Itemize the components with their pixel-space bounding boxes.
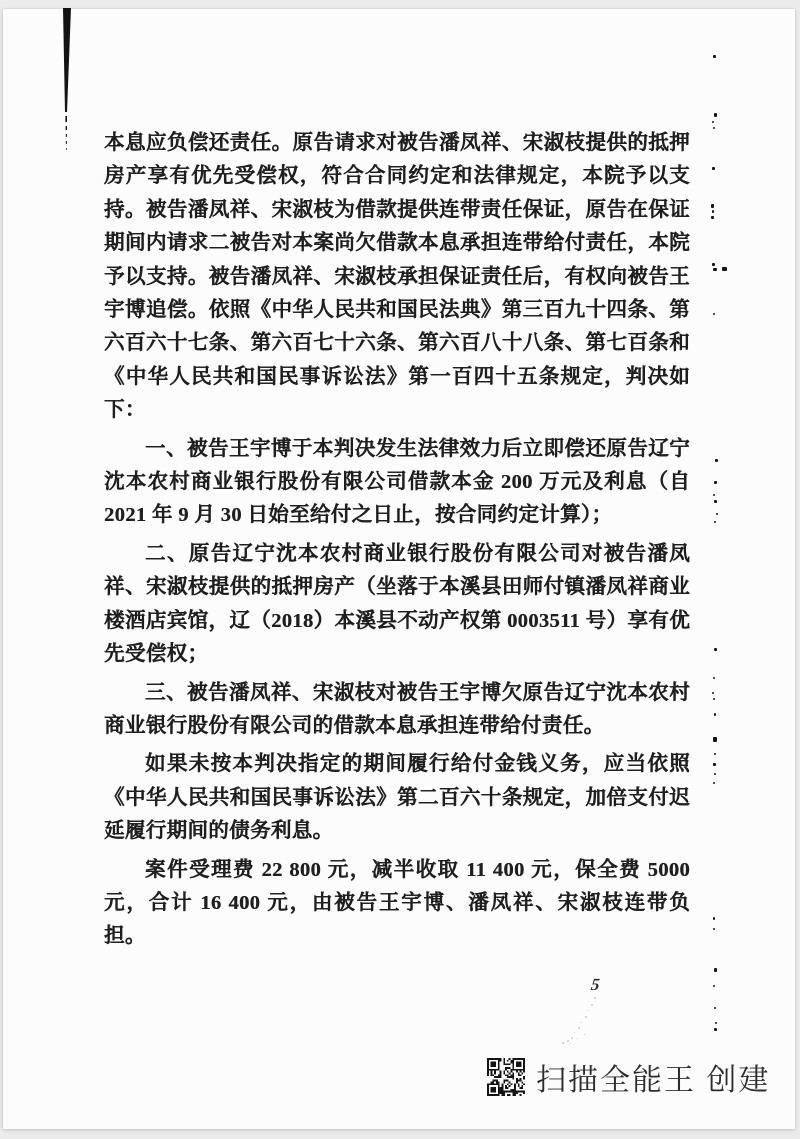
judgment-paragraph: 一、被告王宇博于本判决发生法律效力后立即偿还原告辽宁沈本农村商业银行股份有限公司借款本金 200 万元及利息（自 2021 年 9 月 30 日始至给付之日止，按合同约定计算）；	[104, 437, 690, 527]
judgment-paragraph: 三、被告潘凤祥、宋淑枝对被告王宇博欠原告辽宁沈本农村商业银行股份有限公司的借款本息承担连带给付责任。	[104, 681, 690, 737]
watermark-text: 扫描全能王 创建	[536, 1064, 771, 1097]
judgment-paragraph: 本息应负偿还责任。原告请求对被告潘凤祥、宋淑枝提供的抵押房产享有优先受偿权，符合合同约定和法律规定，本院予以支持。被告潘凤祥、宋淑枝为借款提供连带责任保证，原告在保证期间内请求二被告对本案尚欠借款本息承担连带给付责任，本院予以支持。被告潘凤祥、宋淑枝承担保证责任后，有权向被告王宇博追偿。依照《中华人民共和国民法典》第三百九十四条、第六百六十七条、第六百七十六条、第六百八十八条、第七百条和《中华人民共和国民事诉讼法》第一百四十五条规定，判决如下：	[104, 132, 690, 422]
judgment-paragraph: 如果未按本判决指定的期间履行给付金钱义务，应当依照《中华人民共和国民事诉讼法》第二百六十条规定，加倍支付迟延履行期间的债务利息。	[104, 753, 690, 843]
qr-code-icon	[487, 1057, 525, 1097]
page-number: 5	[590, 975, 601, 994]
judgment-paragraph: 案件受理费 22 800 元，减半收取 11 400 元，保全费 5000 元，合计 16 400 元，由被告王宇博、潘凤祥、宋淑枝连带负担。	[104, 858, 690, 948]
document-page	[3, 9, 795, 1129]
camscanner-watermark	[487, 1054, 770, 1100]
judgment-paragraph: 二、原告辽宁沈本农村商业银行股份有限公司对被告潘凤祥、宋淑枝提供的抵押房产（坐落于本溪县田师付镇潘凤祥商业楼酒店宾馆，辽（2018）本溪县不动产权第 0003511 号）享有优先受偿权；	[104, 542, 690, 666]
judgment-body	[104, 127, 690, 954]
